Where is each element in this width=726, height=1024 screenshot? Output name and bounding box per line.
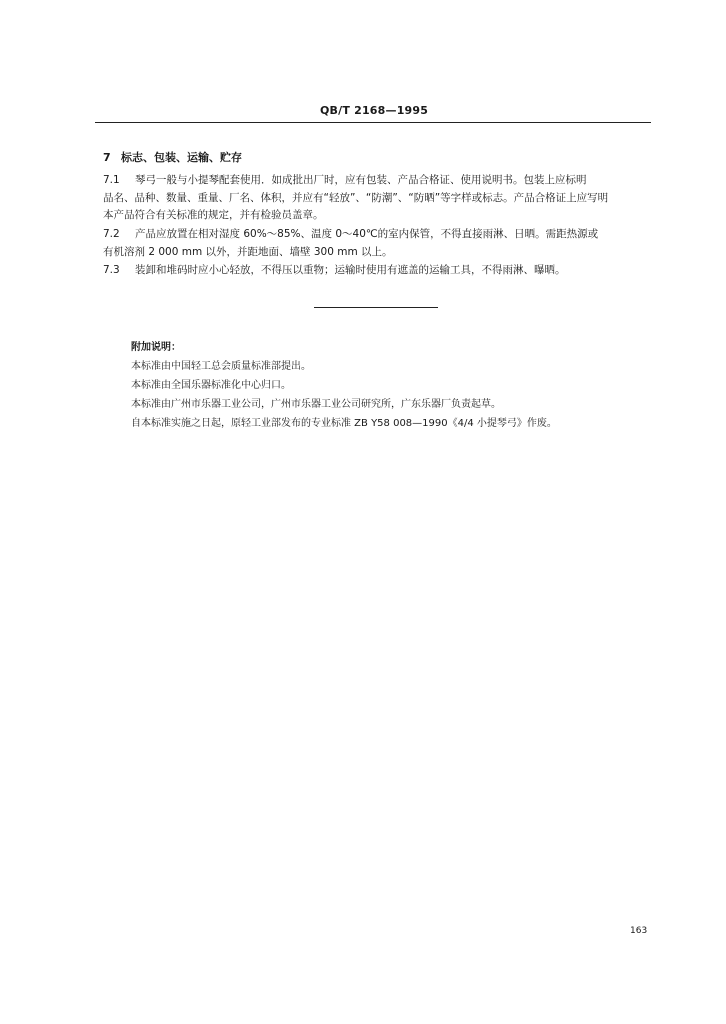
clause-line: 本产品符合有关标准的规定，并有检验员盖章。 [103, 209, 324, 221]
clause-line [103, 172, 651, 190]
note-line: 本标准由中国轻工总会质量标准部提出。 [131, 361, 311, 372]
clause-line [103, 262, 651, 280]
clause-7-2 [103, 226, 651, 261]
section-heading [103, 149, 242, 165]
header-rule [95, 122, 651, 123]
clause-7-3 [103, 262, 651, 280]
additional-notes [131, 338, 651, 433]
end-rule [314, 307, 438, 308]
clause-line [103, 226, 651, 244]
clause-number: 7.1 [103, 174, 120, 186]
section-number: 7 [103, 151, 111, 164]
clause-text: 产品应放置在相对湿度 60%～85%、温度 0～40℃的室内保管，不得直接雨淋、日晒。需距热源或 [135, 228, 599, 240]
clause-number: 7.2 [103, 228, 120, 240]
notes-title: 附加说明： [131, 342, 181, 353]
note-line: 自本标准实施之日起，原轻工业部发布的专业标准 ZB Y58 008—1990《4/4 小提琴弓》作废。 [131, 418, 557, 429]
standard-code: QB/T 2168—1995 [320, 104, 429, 117]
clause-number: 7.3 [103, 264, 120, 276]
page-number: 163 [630, 926, 648, 936]
note-line: 本标准由广州市乐器工业公司，广州市乐器工业公司研究所，广东乐器厂负责起草。 [131, 399, 501, 410]
clause-line: 有机溶剂 2 000 mm 以外，并距地面、墙壁 300 mm 以上。 [103, 245, 393, 258]
clause-text: 装卸和堆码时应小心轻放，不得压以重物；运输时使用有遮盖的运输工具，不得雨淋、曝晒。 [135, 264, 566, 276]
section-title: 标志、包装、运输、贮存 [121, 151, 242, 164]
note-line: 本标准由全国乐器标准化中心归口。 [131, 380, 291, 391]
clause-7-1 [103, 172, 651, 225]
clause-text: 琴弓一般与小提琴配套使用．如成批出厂时，应有包装、产品合格证、使用说明书。包装上应标明 [135, 174, 587, 186]
clause-line: 品名、品种、数量、重量、厂名、体积，并应有“轻放”、“防潮”、“防晒”等字样或标志。产品合格证上应写明 [103, 191, 609, 204]
